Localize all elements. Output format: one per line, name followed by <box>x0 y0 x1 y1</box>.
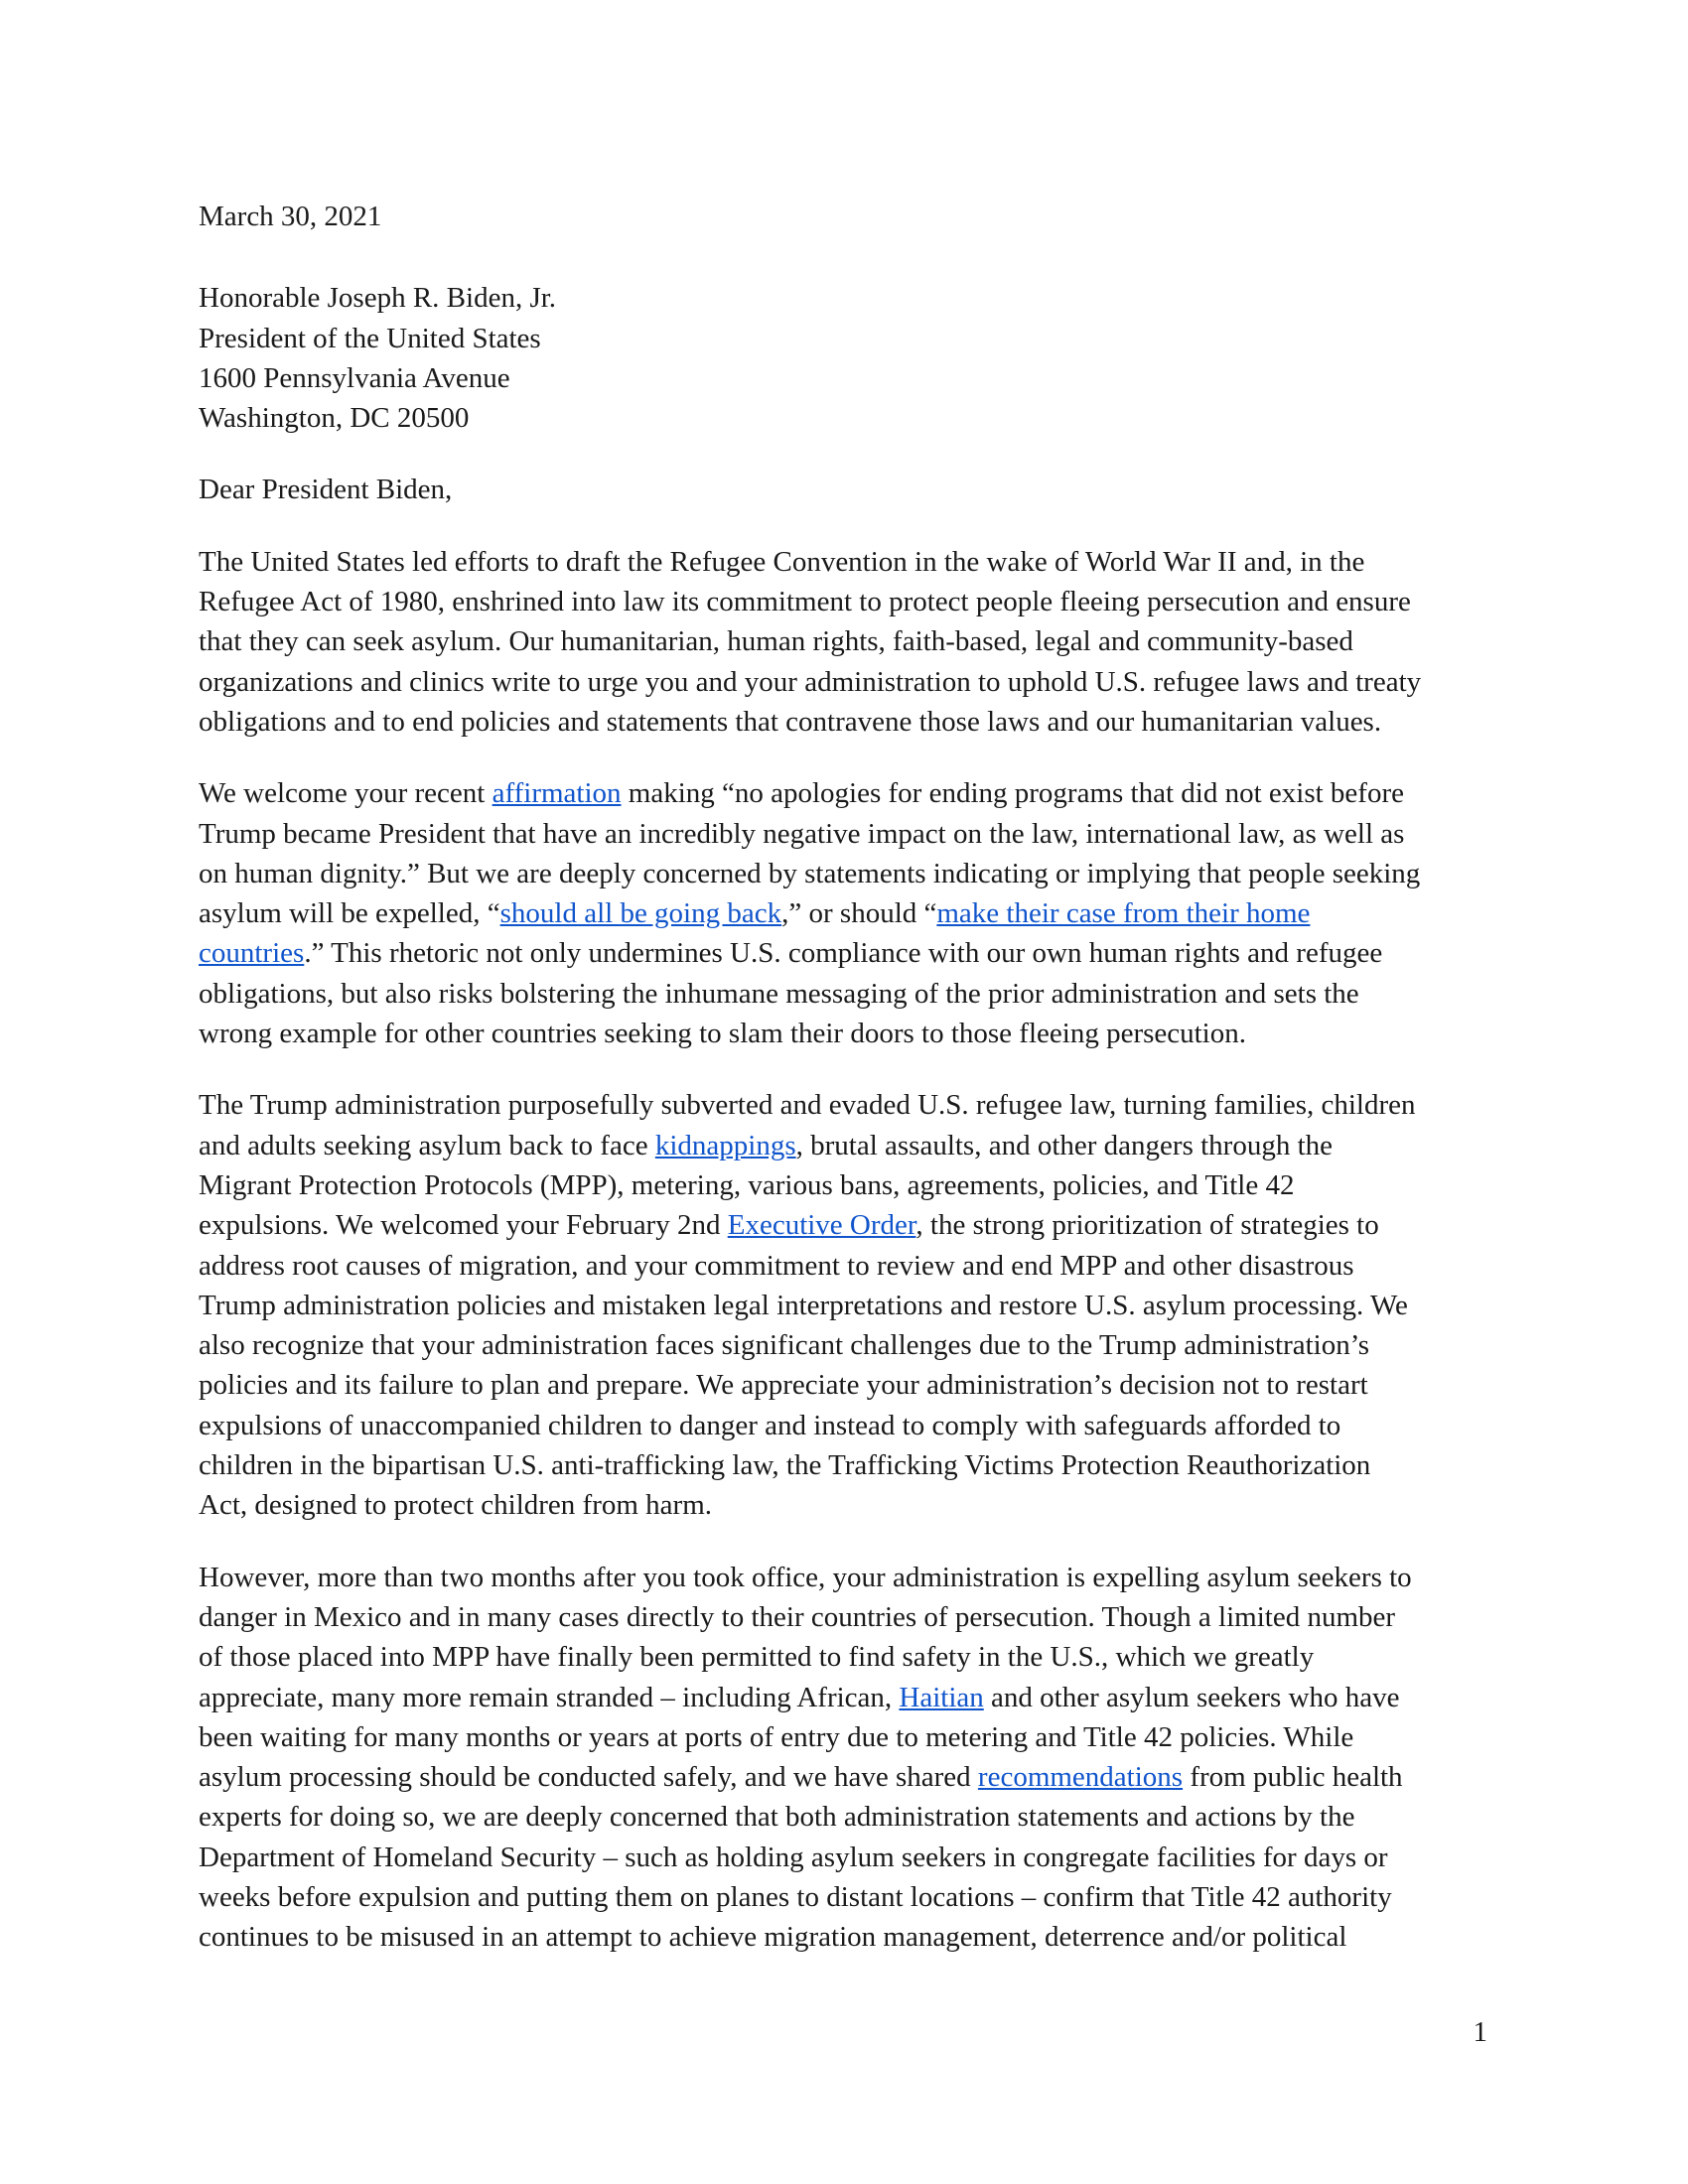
text-run: and other asylum seekers who have <box>983 1681 1400 1713</box>
paragraph-line: Trump became President that have an incredibly negative impact on the law, international law, as well as <box>199 817 1405 850</box>
paragraph-4 <box>199 1558 1489 1958</box>
paragraph-1 <box>199 542 1489 742</box>
salutation: Dear President Biden, <box>199 474 453 506</box>
paragraph-line: However, more than two months after you took office, your administration is expelling asylum seekers to <box>199 1561 1412 1593</box>
executive-order-link[interactable]: Executive Order <box>727 1209 916 1242</box>
home-countries-link-continued[interactable]: countries <box>199 937 305 970</box>
paragraph-line: continues to be misused in an attempt to achieve migration management, deterrence and/or political <box>199 1921 1347 1954</box>
text-run: appreciate, many more remain stranded – including African, <box>199 1681 900 1713</box>
paragraph-line: The Trump administration purposefully subverted and evaded U.S. refugee law, turning families, children <box>199 1089 1416 1122</box>
recipient-name: Honorable Joseph R. Biden, Jr. <box>199 282 557 315</box>
paragraph-line: obligations, but also risks bolstering the inhumane messaging of the prior administration and sets the <box>199 977 1359 1010</box>
paragraph-line: of those placed into MPP have finally been permitted to find safety in the U.S., which we greatly <box>199 1641 1315 1674</box>
paragraph-line: weeks before expulsion and putting them on planes to distant locations – confirm that Title 42 authority <box>199 1880 1392 1913</box>
paragraph-line: obligations and to end policies and statements that contravene those laws and our humanitarian values. <box>199 705 1382 738</box>
paragraph-line: also recognize that your administration faces significant challenges due to the Trump administration’s <box>199 1329 1370 1362</box>
page-number: 1 <box>1473 2016 1487 2048</box>
paragraph-line <box>199 933 1489 973</box>
text-run: , brutal assaults, and other dangers through the <box>795 1129 1334 1161</box>
paragraph-line: danger in Mexico and in many cases directly to their countries of persecution. Though a limited number <box>199 1600 1396 1633</box>
paragraph-line <box>199 1205 1489 1245</box>
paragraph-line: Refugee Act of 1980, enshrined into law its commitment to protect people fleeing persecution and ensure <box>199 586 1411 618</box>
recipient-city: Washington, DC 20500 <box>199 402 470 435</box>
text-run: making “no apologies for ending programs that did not exist before <box>621 777 1404 810</box>
paragraph-line <box>199 893 1489 933</box>
paragraph-line: that they can seek asylum. Our humanitarian, human rights, faith-based, legal and community-based <box>199 625 1353 658</box>
paragraph-line: wrong example for other countries seeking to slam their doors to those fleeing persecution. <box>199 1018 1246 1050</box>
paragraph-line: policies and its failure to plan and prepare. We appreciate your administration’s decision not to restart <box>199 1369 1368 1402</box>
text-run: and adults seeking asylum back to face <box>199 1129 655 1161</box>
paragraph-line: Migrant Protection Protocols (MPP), metering, various bans, agreements, policies, and Title 42 <box>199 1168 1295 1201</box>
text-run: We welcome your recent <box>199 777 492 810</box>
recipient-title: President of the United States <box>199 322 541 354</box>
haitian-link[interactable]: Haitian <box>899 1681 984 1713</box>
kidnappings-link[interactable]: kidnappings <box>654 1129 796 1161</box>
paragraph-line <box>199 773 1489 813</box>
text-run: asylum will be expelled, “ <box>199 897 500 930</box>
recipient-street: 1600 Pennsylvania Avenue <box>199 361 510 394</box>
paragraph-line: on human dignity.” But we are deeply concerned by statements indicating or implying that people seeking <box>199 857 1421 889</box>
text-run: expulsions. We welcomed your February 2nd <box>199 1209 728 1242</box>
paragraph-line: Act, designed to protect children from harm. <box>199 1489 713 1522</box>
letter-body <box>199 197 1489 1989</box>
paragraph-line <box>199 1678 1489 1717</box>
paragraph-line: been waiting for many months or years at ports of entry due to metering and Title 42 policies. While <box>199 1720 1354 1753</box>
paragraph-line: experts for doing so, we are deeply concerned that both administration statements and actions by the <box>199 1801 1355 1834</box>
paragraph-line: Department of Homeland Security – such as holding asylum seekers in congregate facilities for days or <box>199 1841 1388 1873</box>
paragraph-3 <box>199 1085 1489 1525</box>
recipient-address <box>199 278 1489 438</box>
text-run: , the strong prioritization of strategies to <box>915 1209 1379 1242</box>
paragraph-line: address root causes of migration, and your commitment to review and end MPP and other disastrous <box>199 1249 1354 1282</box>
paragraph-line: organizations and clinics write to urge you and your administration to uphold U.S. refugee laws and treaty <box>199 665 1422 698</box>
should-all-be-going-back-link[interactable]: should all be going back <box>499 897 782 930</box>
affirmation-link[interactable]: affirmation <box>492 777 622 810</box>
text-run: ,” or should “ <box>781 897 937 930</box>
recommendations-link[interactable]: recommendations <box>977 1761 1184 1794</box>
paragraph-line: expulsions of unaccompanied children to danger and instead to comply with safeguards afforded to <box>199 1409 1341 1441</box>
paragraph-line: children in the bipartisan U.S. anti-trafficking law, the Trafficking Victims Protection Reauthorization <box>199 1449 1371 1482</box>
home-countries-link[interactable]: make their case from their home <box>936 897 1311 930</box>
paragraph-line: Trump administration policies and mistaken legal interpretations and restore U.S. asylum processing. We <box>199 1289 1408 1321</box>
paragraph-2 <box>199 773 1489 1053</box>
paragraph-line <box>199 1126 1489 1165</box>
paragraph-line <box>199 1757 1489 1797</box>
text-run: from public health <box>1183 1761 1403 1794</box>
paragraph-line: The United States led efforts to draft the Refugee Convention in the wake of World War II and, in the <box>199 545 1365 578</box>
text-run: .” This rhetoric not only undermines U.S. compliance with our own human rights and refugee <box>304 937 1383 970</box>
letter-date: March 30, 2021 <box>199 201 382 232</box>
text-run: asylum processing should be conducted safely, and we have shared <box>199 1761 978 1794</box>
